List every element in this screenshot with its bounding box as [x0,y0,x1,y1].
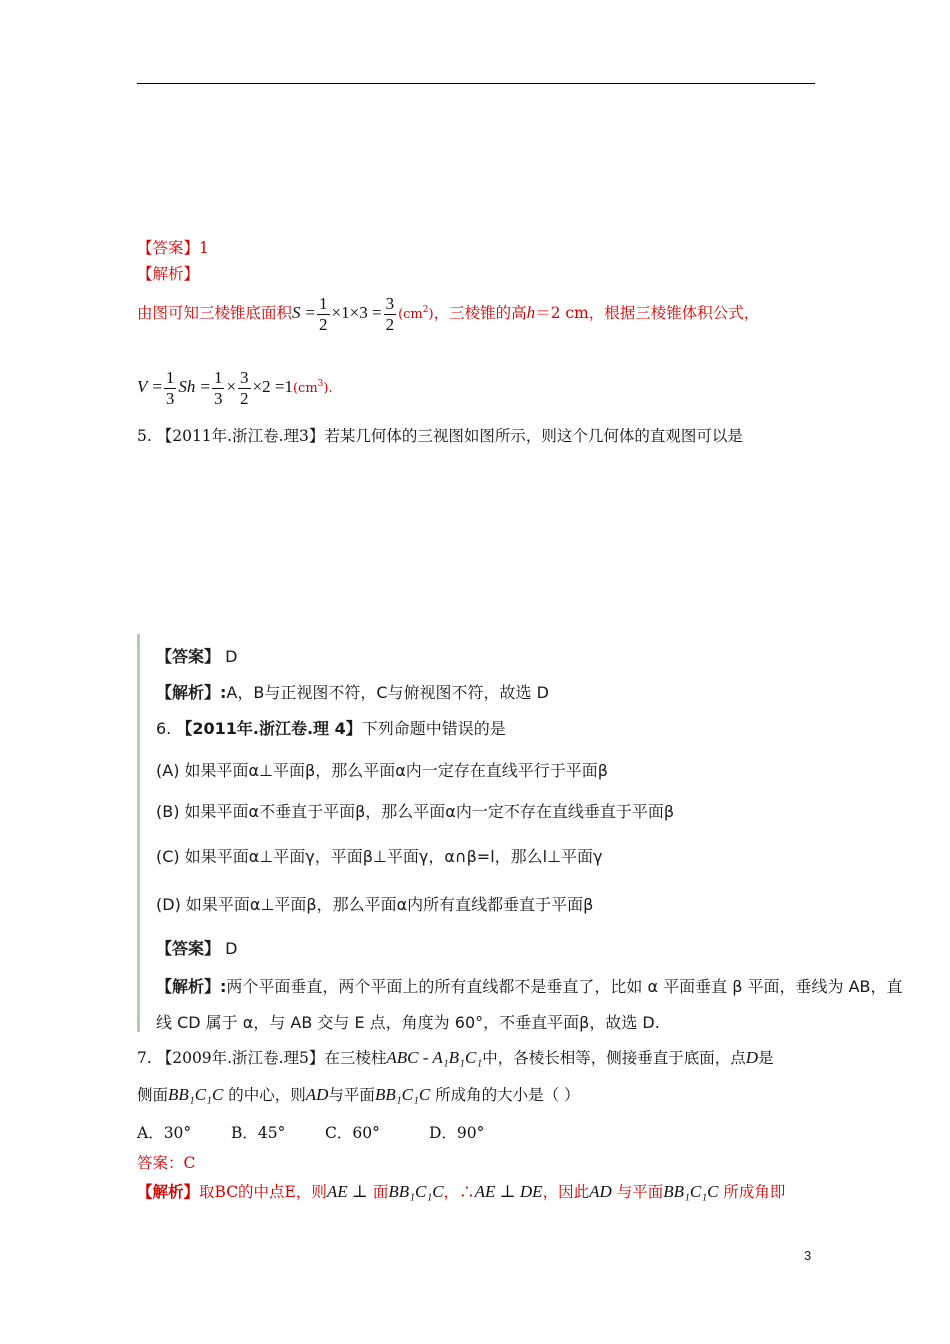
fraction: $\frac{1}{3}$ [165,367,175,408]
choice-b: B．45° [231,1124,286,1142]
scan-left-border [137,634,140,1032]
fraction: $\frac{3}{2}$ [240,367,249,408]
scan-option-c: (C) 如果平面α⊥平面γ，平面β⊥平面γ，α∩β=l，那么l⊥平面γ [156,847,603,866]
header-rule [137,83,815,84]
q4-answer: 【答案】1 [137,239,209,257]
choice-a: A．30° [137,1124,192,1142]
scan-option-a: (A) 如果平面α⊥平面β，那么平面α内一定存在直线平行于平面β [156,761,608,780]
fraction: $\frac{3}{2}$ [385,293,395,334]
fraction: $\frac{1}{2}$ [319,293,328,334]
scan-analysis-6: 【解析】:两个平面垂直，两个平面上的所有直线都不是垂直了，比如 α 平面垂直 β 平面，垂线为 AB，直 [156,977,903,996]
scanned-solution-image [137,632,903,1032]
choice-c: C．60° [325,1124,380,1142]
q4-analysis-line2: V = $\frac{1}{3}$ Sh = $\frac{1}{3}$ × $\frac{3}{2}$ $\times 2 =1(cm^3)$. [137,367,333,408]
q4-analysis-label: 【解析】 [137,265,200,283]
fraction: $\frac{1}{3}$ [213,367,223,408]
q7-line2: 侧面BB₁C₁C 的中心，则AD与平面BB₁C₁C 所成角的大小是（ ） [137,1085,580,1104]
choice-d: D．90° [429,1124,485,1142]
scan-q6: 6. 【2011年.浙江卷.理 4】下列命题中错误的是 [156,719,506,738]
q7-line1: 7. 【2009年.浙江卷.理5】在三棱柱ABC - A₁B₁C₁中，各棱长相等，侧接垂直于底面，点D是 [137,1048,774,1067]
q5-question: 5. 【2011年.浙江卷.理3】若某几何体的三视图如图所示，则这个几何体的直观图可以是 [137,427,743,445]
scan-answer-5: 【答案】 D [156,647,238,666]
scan-option-b: (B) 如果平面α不垂直于平面β，那么平面α内一定不存在直线垂直于平面β [156,802,675,821]
q7-answer: 答案：C [137,1154,196,1172]
q4-analysis-line1: 由图可知三棱锥底面积S = $\frac{1}{2}$ ×1×3 = $\frac{3}{2}$ $(cm^2)$，三棱锥的高h＝2 cm，根据三棱锥体积公式， [137,293,760,334]
q7-choices [137,1121,523,1143]
scan-answer-6: 【答案】 D [156,939,238,958]
scan-analysis-5: 【解析】:A，B与正视图不符，C与俯视图不符，故选 D [156,683,549,702]
page-number: 3 [804,1248,812,1263]
scan-option-d: (D) 如果平面α⊥平面β，那么平面α内所有直线都垂直于平面β [156,895,594,914]
scan-analysis-6-cont: 线 CD 属于 α，与 AB 交与 E 点，角度为 60°，不垂直平面β，故选 D. [156,1013,660,1032]
q7-analysis: 【解析】取BC的中点E，则AE ⊥ 面BB₁C₁C，∴AE ⊥ DE，因此AD 与平面BB₁C₁C 所成角即 [137,1182,786,1201]
